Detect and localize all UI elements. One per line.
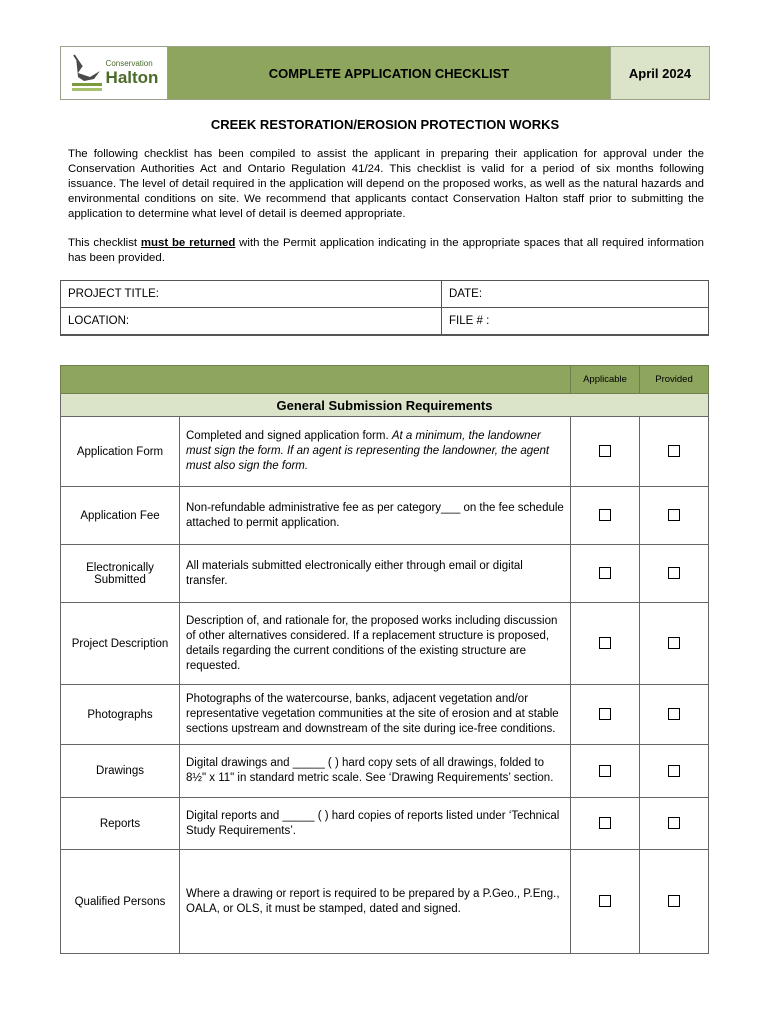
checklist-table <box>60 365 709 954</box>
project-info-table <box>60 280 709 336</box>
location-field[interactable]: LOCATION: <box>61 308 442 336</box>
provided-checkbox[interactable] <box>668 895 680 907</box>
applicable-checkbox[interactable] <box>599 765 611 777</box>
provided-checkbox[interactable] <box>668 567 680 579</box>
col-applicable: Applicable <box>571 366 640 394</box>
applicable-checkbox[interactable] <box>599 509 611 521</box>
row-name: Project Description <box>61 603 180 685</box>
header-date: April 2024 <box>611 47 709 99</box>
return-note <box>68 236 704 266</box>
row-description: Digital reports and _____ ( ) hard copies of reports listed under ‘Technical Study Requirements’. <box>180 798 571 850</box>
table-row <box>61 798 709 850</box>
table-row <box>61 487 709 545</box>
logo <box>61 47 168 99</box>
table-row <box>61 545 709 603</box>
provided-checkbox[interactable] <box>668 509 680 521</box>
row-description: Completed and signed application form. At a minimum, the landowner must sign the form. If an agent is representing the landowner, the agent must also sign the form. <box>180 417 571 487</box>
file-number-field[interactable]: FILE # : <box>442 308 709 336</box>
checklist-header-row <box>61 366 709 394</box>
row-description: All materials submitted electronically either through email or digital transfer. <box>180 545 571 603</box>
row-name: Application Fee <box>61 487 180 545</box>
row-name: Application Form <box>61 417 180 487</box>
applicable-checkbox[interactable] <box>599 445 611 457</box>
project-title-field[interactable]: PROJECT TITLE: <box>61 281 442 308</box>
logo-line-2: Halton <box>105 68 159 87</box>
return-note-before: This checklist <box>68 237 141 249</box>
intro-paragraph: The following checklist has been compiled to assist the applicant in preparing their application for approval under the Conservation Authorities Act and Ontario Regulation 41/24. This checklist is valid for a period of six months following issuance. The level of detail required in the application will depend on the proposed works, as well as the natural hazards and environmental conditions on site. We recommend that applicants contact Conservation Halton staff prior to submitting the application to determine what level of detail is deemed appropriate. <box>68 148 704 220</box>
row-name: Drawings <box>61 745 180 798</box>
return-note-after: with the Permit application indicating in the appropriate spaces that all required information has been provided. <box>68 237 704 264</box>
row-name: Qualified Persons <box>61 850 180 954</box>
row-description: Where a drawing or report is required to be prepared by a P.Geo., P.Eng., OALA, or OLS, it must be stamped, dated and signed. <box>180 850 571 954</box>
document-header <box>60 46 710 100</box>
provided-checkbox[interactable] <box>668 708 680 720</box>
document-title: CREEK RESTORATION/EROSION PROTECTION WORKS <box>210 117 560 132</box>
table-row <box>61 417 709 487</box>
return-note-emphasis: must be returned <box>140 237 236 249</box>
row-name: Reports <box>61 798 180 850</box>
table-row <box>61 745 709 798</box>
provided-checkbox[interactable] <box>668 765 680 777</box>
col-provided: Provided <box>640 366 709 394</box>
provided-checkbox[interactable] <box>668 637 680 649</box>
applicable-checkbox[interactable] <box>599 817 611 829</box>
date-field[interactable]: DATE: <box>442 281 709 308</box>
row-description: Photographs of the watercourse, banks, adjacent vegetation and/or representative vegetation communities at the site of erosion and at stable sections upstream and downstream of the site during ice-free conditions. <box>180 685 571 745</box>
table-row <box>61 603 709 685</box>
header-title: COMPLETE APPLICATION CHECKLIST <box>168 47 611 99</box>
section-row <box>61 394 709 417</box>
logo-line-1: Conservation <box>105 59 153 68</box>
provided-checkbox[interactable] <box>668 817 680 829</box>
provided-checkbox[interactable] <box>668 445 680 457</box>
row-name: Photographs <box>61 685 180 745</box>
heron-logo-icon <box>70 53 104 93</box>
row-description: Digital drawings and _____ ( ) hard copy sets of all drawings, folded to 8½" x 11" in standard metric scale. See ‘Drawing Requirements’ section. <box>180 745 571 798</box>
row-description: Description of, and rationale for, the proposed works including discussion of other alternatives considered. If a replacement structure is proposed, details regarding the current conditions of the existing structure are requested. <box>180 603 571 685</box>
section-title: General Submission Requirements <box>61 394 709 417</box>
table-row <box>61 685 709 745</box>
applicable-checkbox[interactable] <box>599 567 611 579</box>
row-name: Electronically Submitted <box>61 545 180 603</box>
applicable-checkbox[interactable] <box>599 895 611 907</box>
applicable-checkbox[interactable] <box>599 708 611 720</box>
table-row <box>61 850 709 954</box>
row-description: Non-refundable administrative fee as per category___ on the fee schedule attached to permit application. <box>180 487 571 545</box>
applicable-checkbox[interactable] <box>599 637 611 649</box>
